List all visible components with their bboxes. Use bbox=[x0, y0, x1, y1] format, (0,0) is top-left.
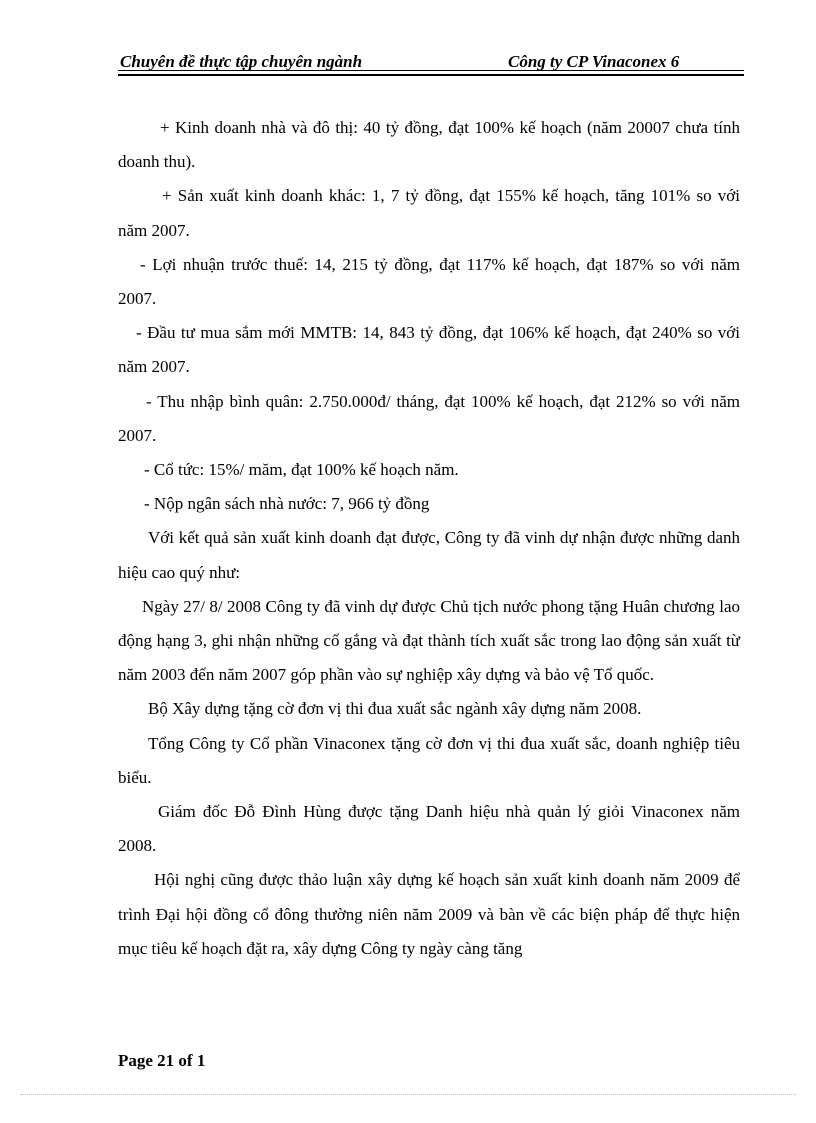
paragraph: Giám đốc Đỗ Đình Hùng được tặng Danh hiệu nhà quản lý giỏi Vinaconex năm 2008. bbox=[118, 802, 740, 856]
paragraph: - Lợi nhuận trước thuế: 14, 215 tỷ đồng, đạt 117% kế hoạch, đạt 187% so với năm 2007. bbox=[118, 254, 740, 309]
page-number: Page 21 of 1 bbox=[118, 1051, 206, 1070]
paragraph: - Thu nhập bình quân: 2.750.000đ/ tháng, đạt 100% kế hoạch, đạt 212% so với năm 2007. bbox=[118, 391, 740, 445]
paragraph: Tổng Công ty Cổ phần Vinaconex tặng cờ đơn vị thi đua xuất sắc, doanh nghiệp tiêu biểu. bbox=[118, 733, 740, 787]
paragraph: Bộ Xây dựng tặng cờ đơn vị thi đua xuất sắc ngành xây dựng năm 2008. bbox=[148, 699, 642, 719]
paragraph: Với kết quả sản xuất kinh doanh đạt được, Công ty đã vinh dự nhận được những danh hiệu cao quý như: bbox=[118, 528, 740, 582]
paragraph: + Kinh doanh nhà và đô thị: 40 tỷ đồng, đạt 100% kế hoạch (năm 20007 chưa tính doanh thu). bbox=[118, 118, 740, 172]
header-title-right: Công ty CP Vinaconex 6 bbox=[508, 52, 680, 71]
paragraph: Hội nghị cũng được thảo luận xây dựng kế hoạch sản xuất kinh doanh năm 2009 để trình Đại hội đồng cổ đông thường niên năm 2009 và bàn về các biện pháp để thực hiện mục tiêu kế hoạch đặt ra, xây dựng Công ty ngày càng tăng bbox=[118, 870, 740, 958]
paragraph: - Cổ tức: 15%/ măm, đạt 100% kế hoạch năm. bbox=[144, 460, 459, 480]
page-header bbox=[118, 52, 744, 76]
paragraph: - Đầu tư mua sắm mới MMTB: 14, 843 tỷ đồng, đạt 106% kế hoạch, đạt 240% so với năm 2007. bbox=[118, 323, 740, 377]
paragraph: + Sản xuất kinh doanh khác: 1, 7 tỷ đồng, đạt 155% kế hoạch, tăng 101% so với năm 2007. bbox=[118, 186, 740, 240]
header-title-left: Chuyên đề thực tập chuyên ngành bbox=[120, 52, 363, 71]
paragraph: Ngày 27/ 8/ 2008 Công ty đã vinh dự được Chủ tịch nước phong tặng Huân chương lao động hạng 3, ghi nhận những cố gắng và đạt thành tích xuất sắc trong lao động sản xuất từ năm 2003 đến năm 2007 góp phần vào sự nghiệp xây dựng và bảo vệ Tổ quốc. bbox=[118, 596, 740, 685]
header-rule bbox=[118, 70, 744, 71]
page-bottom-dotted-line bbox=[20, 1094, 796, 1095]
document-body bbox=[118, 111, 740, 966]
paragraph: - Nộp ngân sách nhà nước: 7, 966 tỷ đồng bbox=[144, 494, 430, 514]
page-footer bbox=[118, 1051, 205, 1071]
